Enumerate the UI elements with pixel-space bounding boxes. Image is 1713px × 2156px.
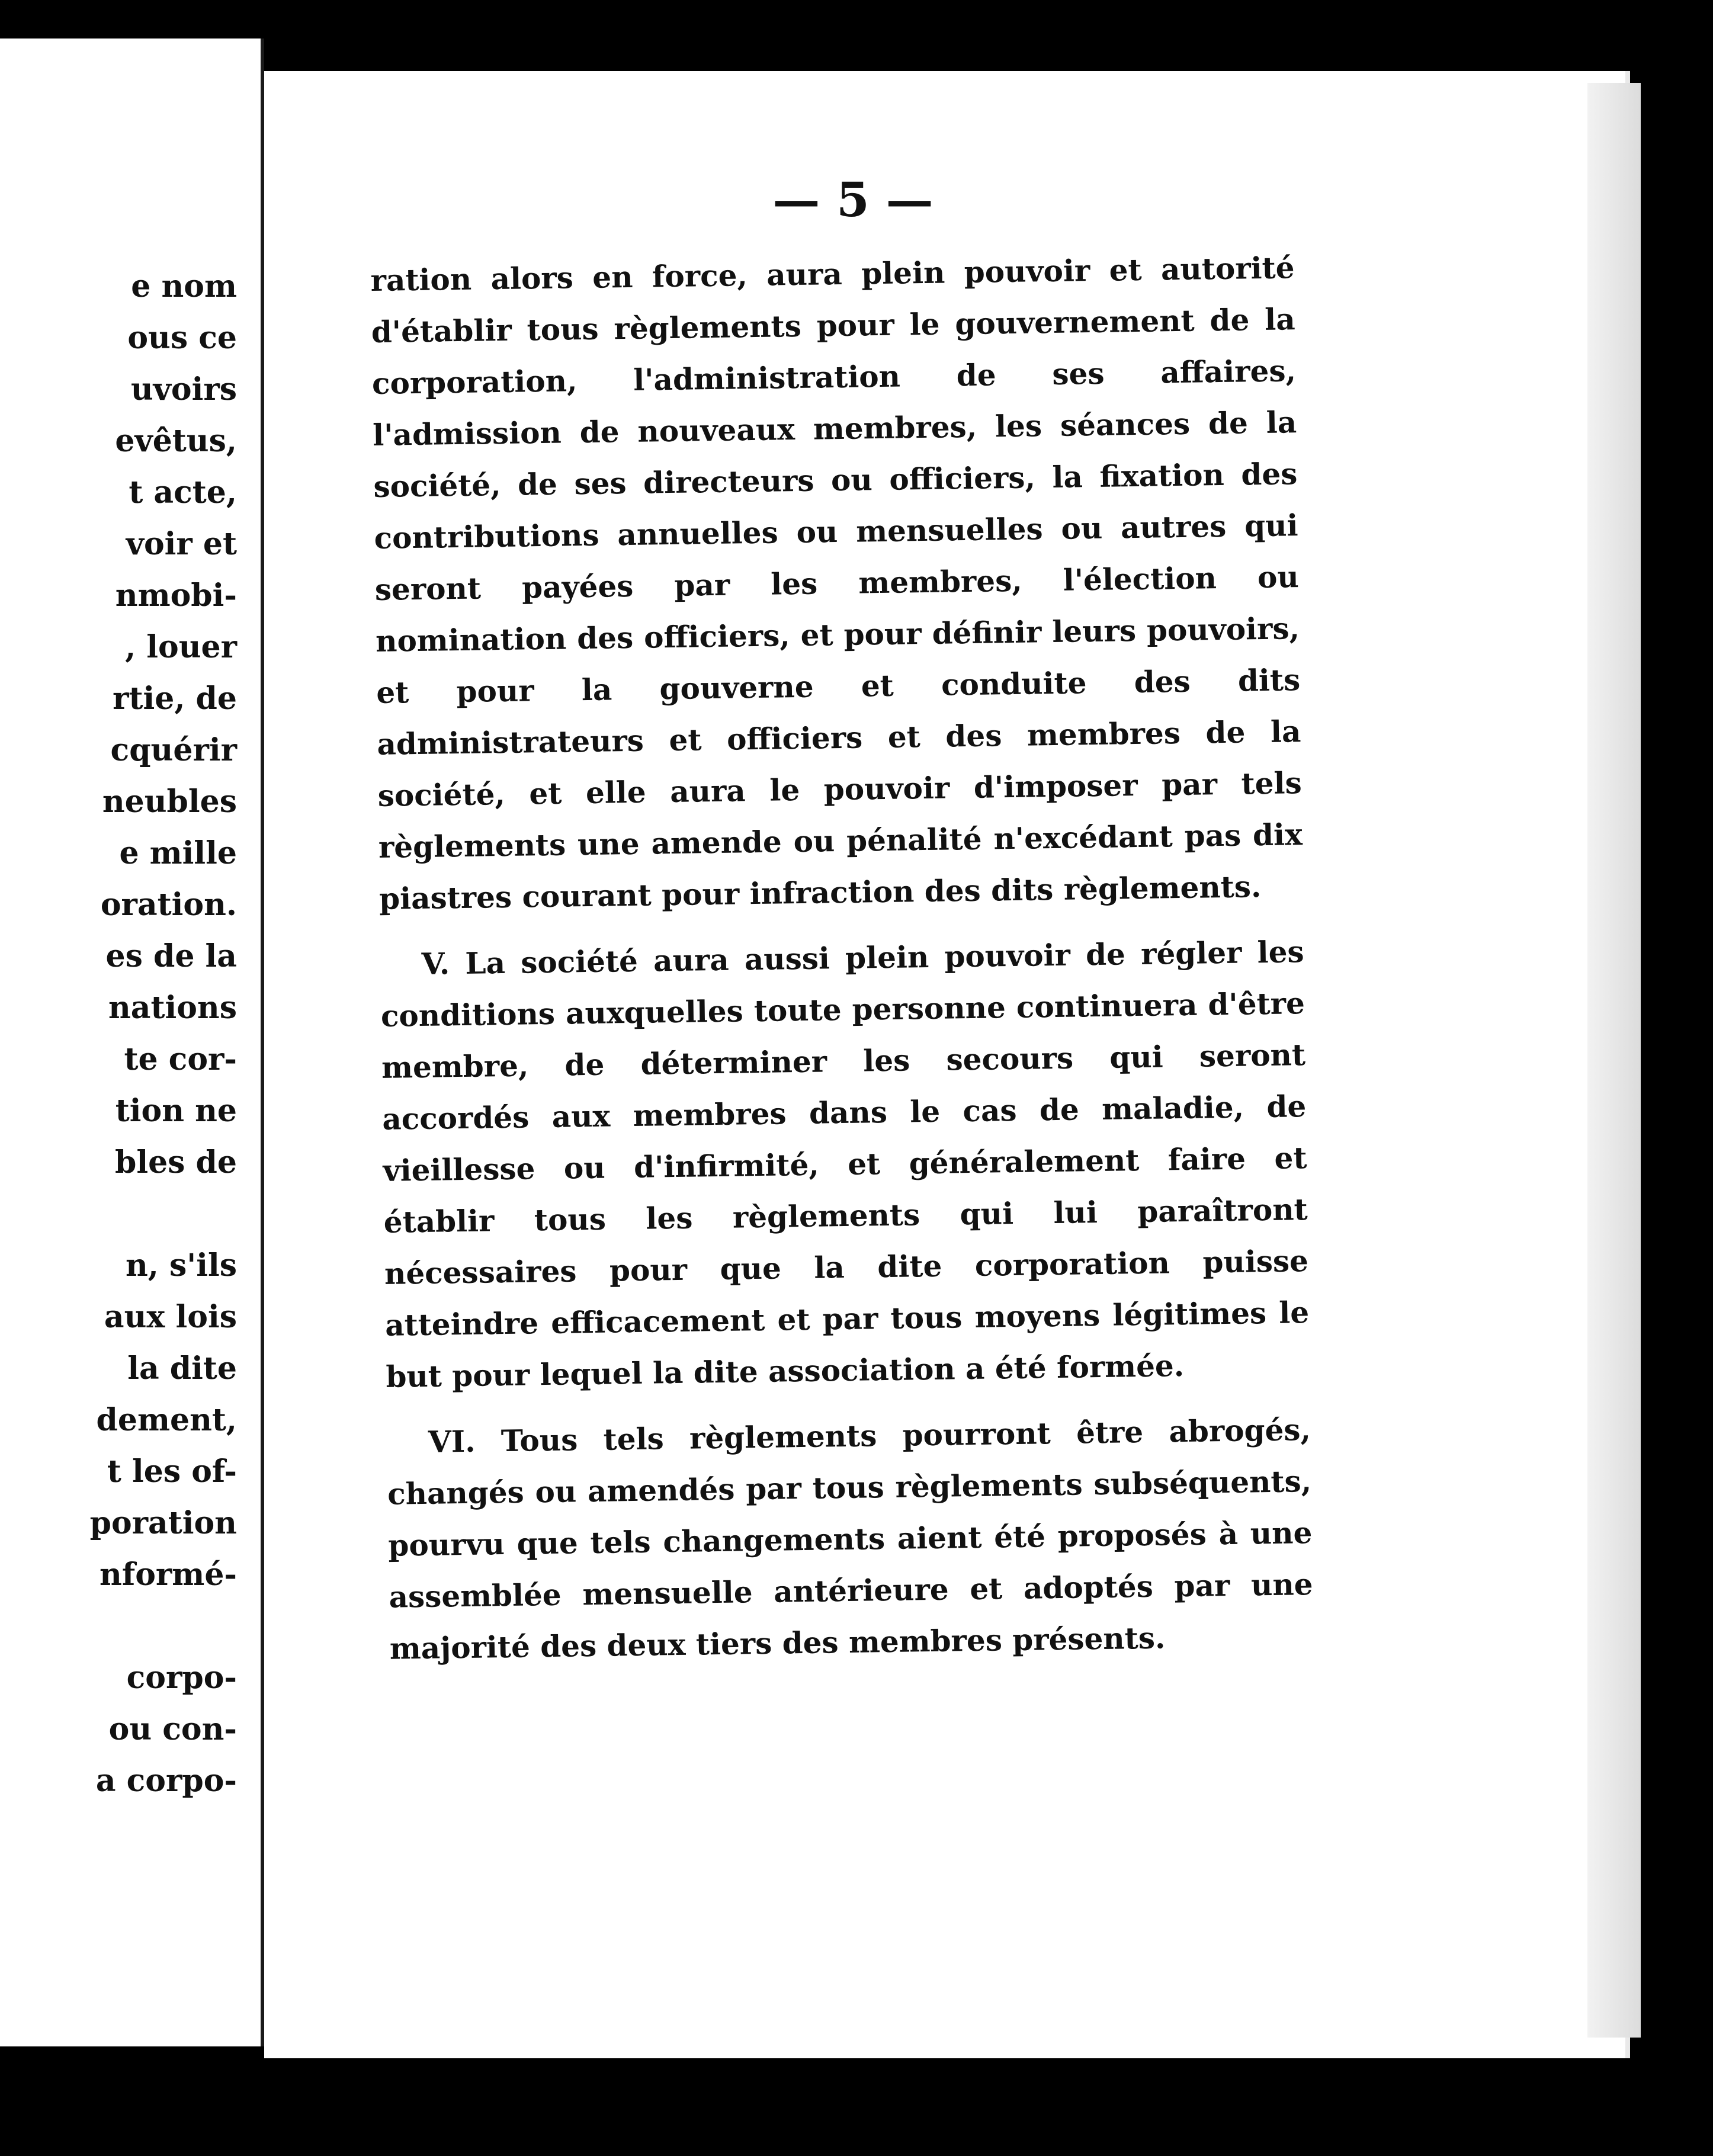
previous-page-line: , louer [125, 629, 237, 665]
paragraph-section-v: V. La société aura aussi plein pouvoir de régler les conditions auxquelles toute personne continuera d'être membre, de déterminer les secours qui seront accordés aux membres dans le cas de maladie, de vieillesse ou d'infirmité, et généralement faire et établir tous les règlements qui lui paraîtront nécessaires pour que la dite corporation puisse atteindre efficacement et par tous moyens légitimes le but pour lequel la dite association a été formée. [380, 934, 1310, 1394]
previous-page-line: t acte, [129, 474, 237, 511]
page-number: — 5 — [772, 172, 934, 227]
previous-page-line: nformé- [100, 1557, 237, 1593]
previous-page-line: oration. [100, 887, 237, 923]
previous-page-text [90, 261, 237, 1807]
previous-page-line: cquérir [110, 732, 237, 768]
previous-page [0, 38, 264, 2046]
paragraph-section-vi: VI. Tous tels règlements pourront être abrogés, changés ou amendés par tous règlements subséquents, pourvu que tels changements aient été proposés à une assemblée mensuelle antérieure et adoptés par une majorité des deux tiers des membres présents. [387, 1412, 1313, 1666]
previous-page-line: te cor- [124, 1041, 237, 1077]
paragraph-continuation: ration alors en force, aura plein pouvoir et autorité d'établir tous règlements pour le gouvernement de la corporation, l'administration de ses affaires, l'admission de nouveaux membres, les séances de la société, de ses directeurs ou officiers, la fixation des contributions annuelles ou mensuelles ou autres qui seront payées par les membres, l'élection ou nomination des officiers, et pour définir leurs pouvoirs, et pour la gouverne et conduite des dits administrateurs et officiers et des membres de la société, et elle aura le pouvoir d'imposer par tels règlements une amende ou pénalité n'excédant pas dix piastres courant pour infraction des dits règlements. [370, 250, 1303, 916]
page-edge [1587, 83, 1641, 2038]
previous-page-line: n, s'ils [126, 1247, 237, 1284]
previous-page-line: nmobi- [115, 578, 237, 614]
previous-page-line: poration [89, 1505, 237, 1541]
previous-page-line: dement, [96, 1402, 237, 1438]
previous-page-line: es de la [105, 938, 237, 974]
previous-page-line: uvoirs [130, 371, 237, 408]
previous-page-line: voir et [126, 526, 237, 562]
previous-page-line: t les of- [107, 1454, 237, 1490]
previous-page-line: corpo- [126, 1660, 237, 1696]
previous-page-line: neubles [102, 784, 237, 820]
previous-page-line: evêtus, [115, 423, 237, 459]
previous-page-gap [90, 1188, 237, 1240]
previous-page-line: ous ce [127, 320, 237, 356]
previous-page-line: e nom [131, 268, 237, 304]
previous-page-line: la dite [127, 1350, 237, 1387]
previous-page-line: rtie, de [113, 681, 237, 717]
previous-page-line: nations [108, 990, 237, 1026]
previous-page-line: aux lois [104, 1299, 237, 1335]
previous-page-line: ou con- [108, 1711, 237, 1747]
previous-page-line: e mille [119, 835, 237, 871]
previous-page-line: bles de [114, 1144, 237, 1180]
previous-page-line: a corpo- [95, 1763, 237, 1799]
previous-page-gap [90, 1600, 237, 1652]
previous-page-line: tion ne [115, 1093, 237, 1129]
body-text [370, 242, 1314, 1674]
